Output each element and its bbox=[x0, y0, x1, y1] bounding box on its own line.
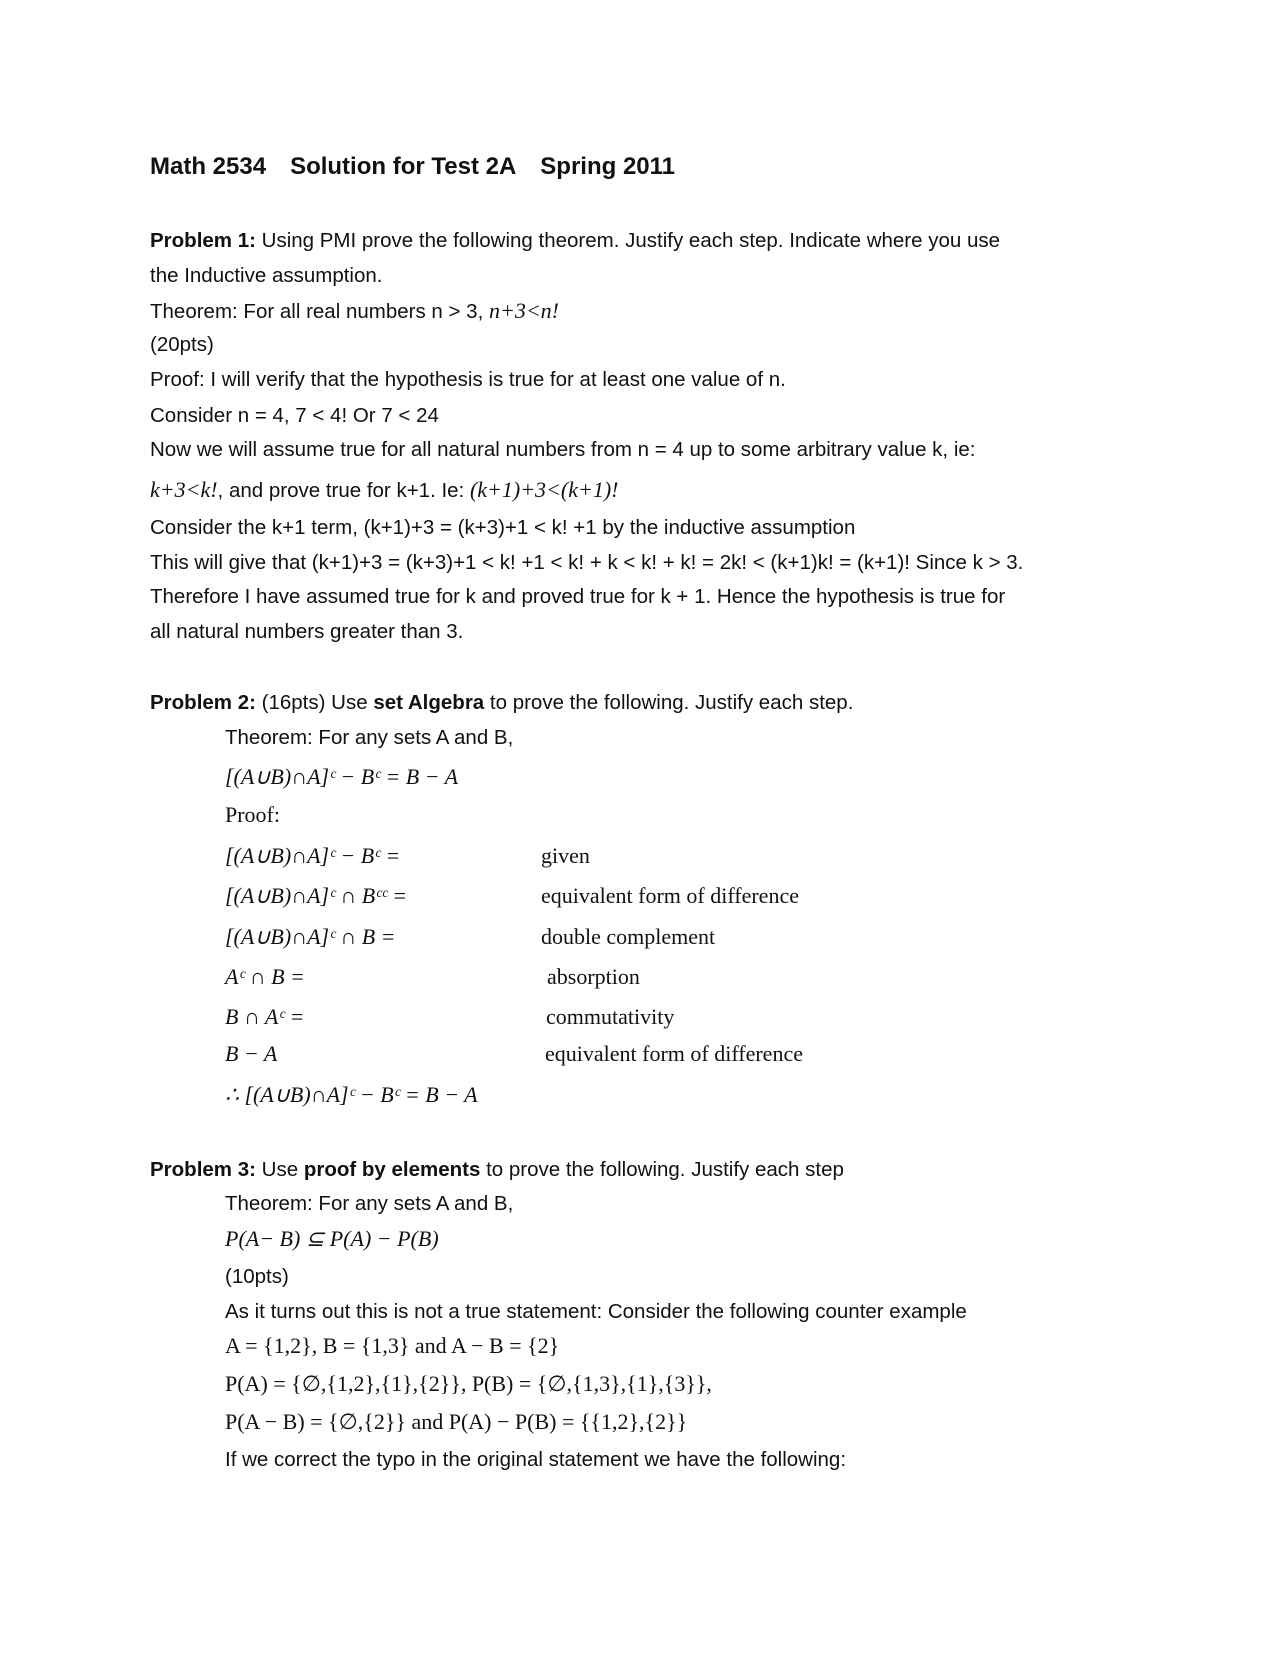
p1-points: (20pts) bbox=[150, 333, 214, 356]
p3-counter: As it turns out this is not a true statement: Consider the following counter example bbox=[225, 1300, 967, 1323]
p3-heading: Problem 3: Use proof by elements to prove the following. Justify each step bbox=[150, 1158, 844, 1181]
proof-step-reason: given bbox=[541, 843, 590, 868]
p3-points: (10pts) bbox=[225, 1265, 289, 1288]
p2-conclusion: ∴ [(A∪B)∩A]ᶜ − Bᶜ = B − A bbox=[225, 1082, 478, 1107]
proof-step-expr: [(A∪B)∩A]ᶜ ∩ Bᶜᶜ = bbox=[225, 883, 408, 908]
proof-step-reason: commutativity bbox=[546, 1004, 675, 1029]
p1-text: the Inductive assumption. bbox=[150, 264, 383, 287]
proof-step-expr: [(A∪B)∩A]ᶜ ∩ B = bbox=[225, 924, 396, 949]
p2-heading: Problem 2: (16pts) Use set Algebra to prove the following. Justify each step. bbox=[150, 691, 854, 714]
proof-step-expr: [(A∪B)∩A]ᶜ − Bᶜ = bbox=[225, 843, 401, 868]
p1-base-case: Consider n = 4, 7 < 4! Or 7 < 24 bbox=[150, 404, 439, 427]
p1-theorem: Theorem: For all real numbers n > 3, n+3<n! bbox=[150, 298, 559, 323]
p2-proof-label: Proof: bbox=[225, 802, 280, 827]
p1-step: This will give that (k+1)+3 = (k+3)+1 < k! +1 < k! + k < k! + k! = 2k! < (k+1)k! = (k+1)! Since k > 3. bbox=[150, 551, 1024, 574]
p1-induction: k+3<k!, and prove true for k+1. Ie: (k+1)+3<(k+1)! bbox=[150, 477, 619, 502]
page-title: Math 2534 Solution for Test 2A Spring 2011 bbox=[150, 153, 676, 180]
p1-heading: Problem 1: Using PMI prove the following theorem. Justify each step. Indicate where you use bbox=[150, 229, 1001, 252]
p3-example: P(A − B) = {∅,{2}} and P(A) − P(B) = {{1,2},{2}} bbox=[225, 1409, 688, 1434]
p1-conclusion: Therefore I have assumed true for k and proved true for k + 1. Hence the hypothesis is true for bbox=[150, 585, 1006, 608]
proof-step-reason: absorption bbox=[547, 964, 640, 989]
proof-step-expr: B ∩ Aᶜ = bbox=[225, 1004, 305, 1029]
p3-example: P(A) = {∅,{1,2},{1},{2}}, P(B) = {∅,{1,3},{1},{3}}, bbox=[225, 1371, 712, 1396]
p1-proof: Proof: I will verify that the hypothesis is true for at least one value of n. bbox=[150, 368, 786, 391]
p3-statement: P(A− B) ⊆ P(A) − P(B) bbox=[225, 1226, 439, 1251]
p1-conclusion: all natural numbers greater than 3. bbox=[150, 620, 464, 643]
proof-step-reason: equivalent form of difference bbox=[545, 1041, 803, 1066]
p1-assume: Now we will assume true for all natural numbers from n = 4 up to some arbitrary value k, ie: bbox=[150, 438, 976, 461]
p1-step: Consider the k+1 term, (k+1)+3 = (k+3)+1 < k! +1 by the inductive assumption bbox=[150, 516, 856, 539]
p3-typo-note: If we correct the typo in the original statement we have the following: bbox=[225, 1448, 847, 1471]
proof-step-reason: double complement bbox=[541, 924, 716, 949]
proof-step-reason: equivalent form of difference bbox=[541, 883, 799, 908]
proof-step-expr: Aᶜ ∩ B = bbox=[225, 964, 305, 989]
p2-theorem: Theorem: For any sets A and B, bbox=[225, 726, 514, 749]
proof-step-expr: B − A bbox=[225, 1041, 278, 1066]
p3-example: A = {1,2}, B = {1,3} and A − B = {2} bbox=[225, 1333, 560, 1358]
p3-theorem: Theorem: For any sets A and B, bbox=[225, 1192, 514, 1215]
p2-statement: [(A∪B)∩A]ᶜ − Bᶜ = B − A bbox=[225, 764, 459, 789]
